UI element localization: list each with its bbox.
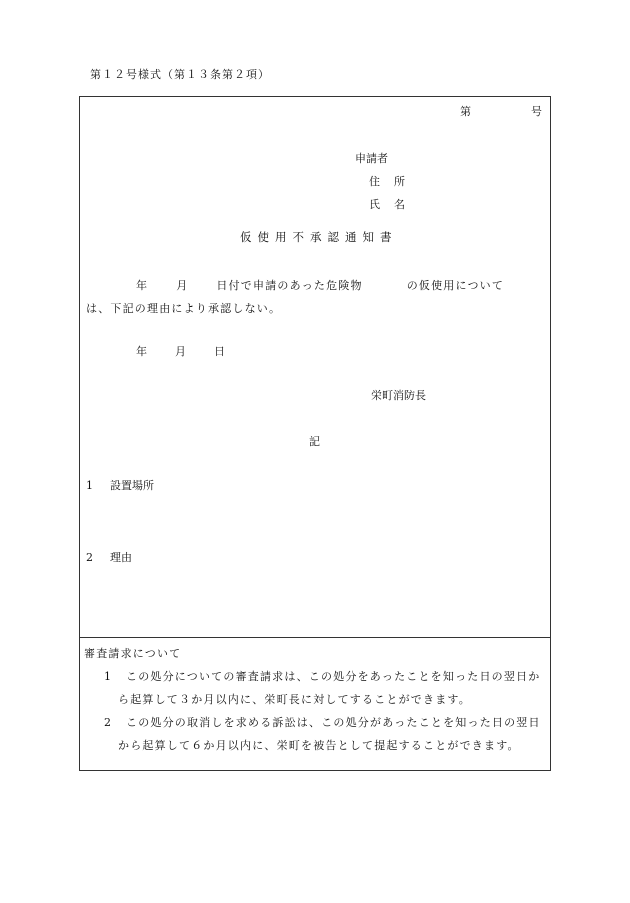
body-paragraph	[86, 274, 546, 320]
item-reason: 2 理由	[86, 551, 132, 564]
appeal-notice	[84, 642, 548, 757]
ki-heading: 記	[309, 435, 320, 448]
notice-form-box	[79, 96, 551, 771]
body-line-1: 年 月 日付で申請のあった危険物 の仮使用について	[136, 279, 505, 292]
doc-number-dai: 第	[460, 105, 471, 118]
issuer-name: 栄町消防長	[371, 389, 426, 402]
applicant-name-label: 氏名	[369, 198, 419, 211]
doc-number-go: 号	[531, 105, 542, 118]
issue-date: 年 月 日	[136, 345, 225, 358]
form-label: 第１２号様式（第１３条第２項）	[90, 68, 270, 81]
applicant-label: 申請者	[355, 152, 388, 165]
applicant-block	[355, 147, 419, 216]
body-line-2: は、下記の理由により承認しない。	[86, 302, 282, 315]
appeal-notice-heading: 審査請求について	[84, 647, 182, 660]
document-title: 仮使用不承認通知書	[240, 230, 398, 244]
document-number	[460, 103, 542, 119]
appeal-notice-item: 1 この処分についての審査請求は、この処分をあったことを知った日の翌日から起算して３か月以内に、栄町長に対してすることができます。	[104, 670, 541, 706]
item-installation-place: 1 設置場所	[86, 479, 154, 492]
appeal-notice-item: 2 この処分の取消しを求める訴訟は、この処分があったことを知った日の翌日から起算して６か月以内に、栄町を被告として提起することができます。	[104, 716, 541, 752]
section-divider	[80, 637, 550, 638]
applicant-address-label: 住所	[369, 175, 419, 188]
